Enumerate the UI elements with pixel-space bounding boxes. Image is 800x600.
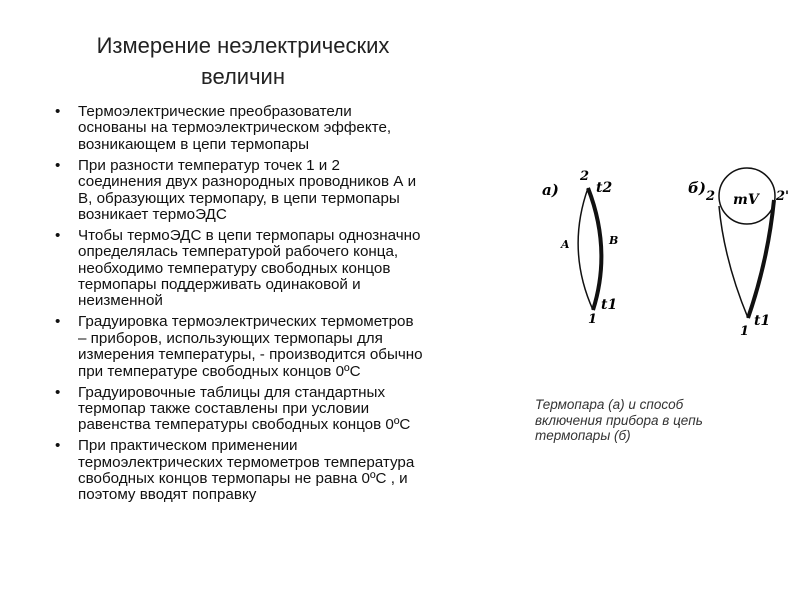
bullet-text-line: равенства температуры свободных концов 0ºС xyxy=(78,416,411,434)
bullet-icon: • xyxy=(55,437,61,455)
bullet-icon: • xyxy=(55,313,61,331)
bullet-item xyxy=(52,228,522,310)
bullet-text-line: измерения температуры, - производится обычно xyxy=(78,346,423,364)
bullet-text-line: Градуировка термоэлектрических термометров xyxy=(78,313,414,331)
bullet-text-line: возникающем в цепи термопары xyxy=(78,135,310,153)
point-2-right: 2' xyxy=(776,189,790,204)
t1-label: t1 xyxy=(601,297,618,313)
bullet-item xyxy=(52,158,522,224)
label-b: б) xyxy=(688,179,706,197)
bullet-text-line: термопар также составлены при условии xyxy=(78,399,370,417)
bullet-text-line: Чтобы термоЭДС в цепи термопары однозначно xyxy=(78,226,421,244)
bullet-text-line: свободных концов термопары не равна 0ºС , и xyxy=(78,470,408,488)
label-a: а) xyxy=(542,181,559,199)
bullet-text-line: неизменной xyxy=(78,292,163,310)
caption-line: включения прибора в цепь xyxy=(535,412,703,428)
bullet-item xyxy=(52,314,522,380)
title-line-2: величин xyxy=(201,64,285,89)
bullet-text-line: возникает термоЭДС xyxy=(78,205,227,223)
bullet-text-line: при температуре свободных концов 0ºС xyxy=(78,362,361,380)
bullet-icon: • xyxy=(55,156,61,174)
thermocouple-figure xyxy=(530,160,800,360)
wire-a xyxy=(578,188,593,310)
bullet-icon: • xyxy=(55,383,61,401)
slide-title xyxy=(20,30,466,92)
bullet-icon: • xyxy=(55,103,61,120)
wire-b-label: B xyxy=(609,234,619,247)
point-2: 2 xyxy=(580,169,590,184)
bullet-text-line: – приборов, использующих термопары для xyxy=(78,329,383,347)
bullet-list xyxy=(52,104,522,508)
bullet-item xyxy=(52,385,522,434)
point-1: 1 xyxy=(588,312,598,327)
caption-line: Термопара (а) и способ xyxy=(535,397,684,412)
wire-b xyxy=(588,188,601,310)
bullet-text-line: необходимо температуру свободных концов xyxy=(78,259,391,277)
bullet-text-line: В, образующих термопару, в цепи термопары xyxy=(78,189,400,207)
bullet-item xyxy=(52,104,522,153)
meter-label: mV xyxy=(733,192,759,208)
bullet-text-line: соединения двух разнородных проводников А и xyxy=(78,173,417,191)
figure-caption xyxy=(535,397,703,444)
bullet-text-line: При практическом применении xyxy=(78,437,298,455)
bullet-text-line: Градуировочные таблицы для стандартных xyxy=(78,383,386,401)
bullet-icon: • xyxy=(55,226,61,244)
caption-line: термопары (б) xyxy=(535,428,631,443)
wire-right xyxy=(748,200,774,318)
bullet-text-line: При разности температур точек 1 и 2 xyxy=(78,156,340,174)
wire-a-label: A xyxy=(561,238,570,251)
wire-left xyxy=(719,206,748,318)
bullet-text-line: основаны на термоэлектрическом эффекте, xyxy=(78,119,392,137)
bullet-text-line: поэтому вводят поправку xyxy=(78,486,257,504)
point-1-b: 1 xyxy=(740,324,750,339)
bullet-text-line: Термоэлектрические преобразователи xyxy=(78,103,352,120)
bullet-text-line: определялась температурой рабочего конца, xyxy=(78,243,399,261)
bullet-text-line: термопары поддерживать одинаковой и xyxy=(78,276,361,294)
bullet-item xyxy=(52,438,522,504)
thermocouple-b xyxy=(688,168,789,339)
t2-label: t2 xyxy=(596,180,613,196)
bullet-text-line: термоэлектрических термометров температура xyxy=(78,453,415,471)
thermocouple-a xyxy=(542,169,618,327)
point-2-left: 2 xyxy=(706,189,716,204)
title-line-1: Измерение неэлектрических xyxy=(96,33,390,58)
t1-label-b: t1 xyxy=(754,313,771,329)
